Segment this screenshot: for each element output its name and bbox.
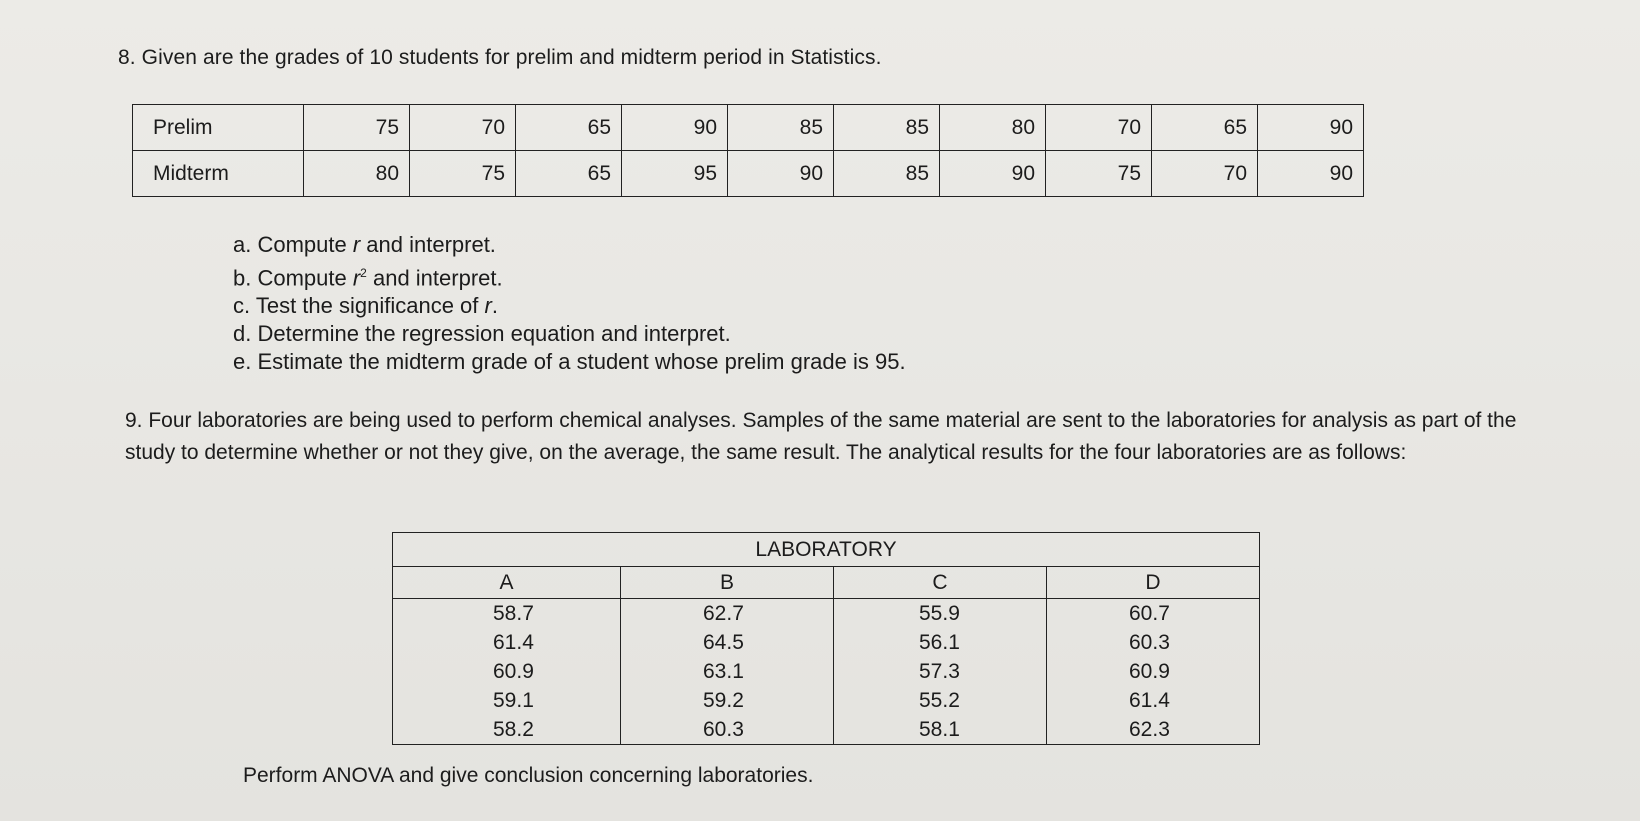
midterm-cell: 90 <box>940 151 1046 197</box>
prelim-cell: 65 <box>516 105 622 151</box>
column-header-b: B <box>621 567 834 599</box>
subitem-b-text: b. Compute <box>233 265 353 291</box>
table-row <box>393 686 1260 715</box>
table-cell: 62.3 <box>1047 715 1260 745</box>
table-row <box>393 628 1260 657</box>
subitem-a <box>233 231 906 259</box>
table-cell: 63.1 <box>621 657 834 686</box>
midterm-cell: 75 <box>1046 151 1152 197</box>
table-cell: 60.3 <box>621 715 834 745</box>
midterm-cell: 65 <box>516 151 622 197</box>
column-header-c: C <box>834 567 1047 599</box>
midterm-label: Midterm <box>133 151 304 197</box>
question-8-title: 8. Given are the grades of 10 students for prelim and midterm period in Statistics. <box>118 46 882 69</box>
table-cell: 60.7 <box>1047 599 1260 629</box>
midterm-cell: 90 <box>728 151 834 197</box>
prelim-cell: 85 <box>728 105 834 151</box>
variable-r: r <box>352 232 361 257</box>
column-header-a: A <box>393 567 621 599</box>
table-cell: 60.9 <box>1047 657 1260 686</box>
prelim-cell: 65 <box>1152 105 1258 151</box>
prelim-cell: 90 <box>622 105 728 151</box>
midterm-cell: 95 <box>622 151 728 197</box>
variable-r: r <box>484 293 492 319</box>
superscript-2: 2 <box>360 266 367 280</box>
subitem-a-text-end: and interpret. <box>360 232 496 257</box>
midterm-cell: 80 <box>304 151 410 197</box>
midterm-cell: 70 <box>1152 151 1258 197</box>
table-cell: 59.2 <box>621 686 834 715</box>
subitem-d: d. Determine the regression equation and interpret. <box>233 321 731 347</box>
question-8-subitems <box>233 231 906 376</box>
table-row <box>393 715 1260 745</box>
question-9-text: 9. Four laboratories are being used to perform chemical analyses. Samples of the same material are sent to the laboratories for analysis as part of the study to determine whether or not they give, on the average, the same result. The analytical results for the four laboratories are as follows: <box>125 409 1517 464</box>
grades-table <box>132 104 1364 197</box>
column-header-d: D <box>1047 567 1260 599</box>
subitem-b <box>233 259 906 292</box>
prelim-row <box>133 105 1364 151</box>
table-cell: 58.7 <box>393 599 621 629</box>
table-cell: 56.1 <box>834 628 1047 657</box>
prelim-cell: 80 <box>940 105 1046 151</box>
laboratory-table <box>392 532 1260 745</box>
prelim-cell: 70 <box>1046 105 1152 151</box>
table-cell: 58.1 <box>834 715 1047 745</box>
subitem-e: e. Estimate the midterm grade of a student whose prelim grade is 95. <box>233 349 906 375</box>
table-cell: 55.9 <box>834 599 1047 629</box>
prelim-cell: 90 <box>1258 105 1364 151</box>
table-row <box>393 599 1260 629</box>
table-cell: 55.2 <box>834 686 1047 715</box>
subitem-b-text-end: and interpret. <box>366 265 503 291</box>
midterm-cell: 90 <box>1258 151 1364 197</box>
table-cell: 60.9 <box>393 657 621 686</box>
table-cell: 62.7 <box>621 599 834 629</box>
table-cell: 58.2 <box>393 715 621 745</box>
anova-instruction: Perform ANOVA and give conclusion concerning laboratories. <box>243 764 814 787</box>
laboratory-header-row <box>393 533 1260 567</box>
subitem-a-text: a. Compute <box>233 232 353 257</box>
table-cell: 64.5 <box>621 628 834 657</box>
table-cell: 61.4 <box>1047 686 1260 715</box>
subitem-c-text: c. Test the significance of <box>233 293 485 319</box>
table-cell: 57.3 <box>834 657 1047 686</box>
table-cell: 59.1 <box>393 686 621 715</box>
prelim-label: Prelim <box>133 105 304 151</box>
midterm-cell: 75 <box>410 151 516 197</box>
subitem-c <box>233 292 906 320</box>
column-header-row <box>393 567 1260 599</box>
table-row <box>393 657 1260 686</box>
midterm-row <box>133 151 1364 197</box>
midterm-cell: 85 <box>834 151 940 197</box>
table-cell: 61.4 <box>393 628 621 657</box>
prelim-cell: 70 <box>410 105 516 151</box>
laboratory-header: LABORATORY <box>393 533 1260 567</box>
variable-r: r <box>352 265 361 291</box>
table-cell: 60.3 <box>1047 628 1260 657</box>
prelim-cell: 85 <box>834 105 940 151</box>
subitem-c-text-end: . <box>491 293 498 319</box>
prelim-cell: 75 <box>304 105 410 151</box>
